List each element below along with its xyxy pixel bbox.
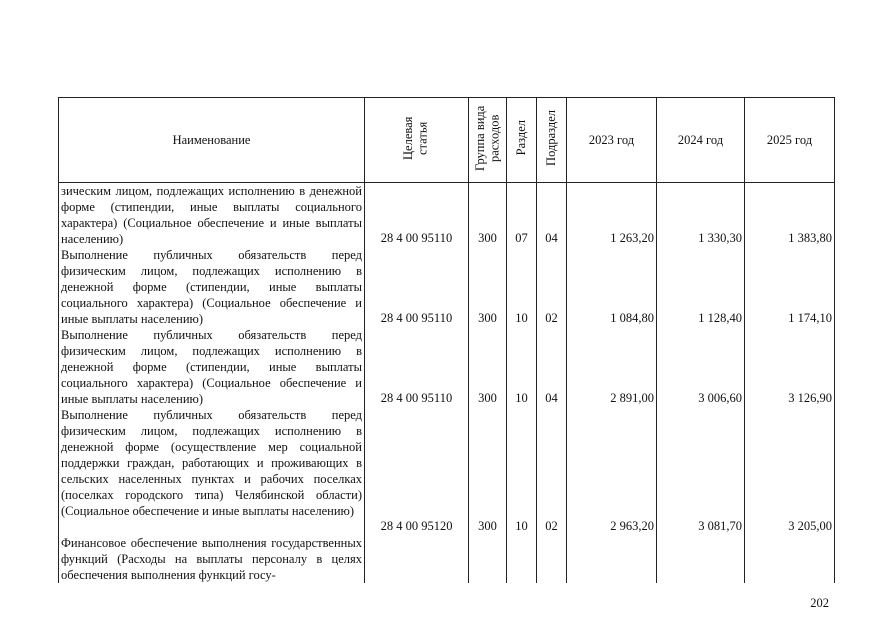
row-subsection: 02 [545,519,558,533]
row-section: 10 [515,519,528,533]
row-group: 300 [478,391,497,405]
row-2025: 1 174,10 [788,311,832,325]
row-2024: 1 128,40 [698,311,742,325]
table-row [59,247,835,327]
row-target: 28 4 00 95120 [380,519,453,533]
row-2025: 3 126,90 [788,391,832,405]
row-name: Выполнение публичных обязательств перед физическим лицом, подлежащих исполнению в денежной форме (стипендии, иные выплаты социального характера) (Социальное обеспечение и иные выплаты населению) [59,247,365,327]
header-2024: 2024 год [657,98,745,183]
header-section: Раздел [507,98,537,183]
row-2024: 3 081,70 [698,519,742,533]
row-2023: 1 263,20 [610,231,654,245]
row-2024: 1 330,30 [698,231,742,245]
budget-table [58,97,835,583]
row-group: 300 [478,231,497,245]
table-row [59,535,835,583]
row-2024: 3 006,60 [698,391,742,405]
row-target: 28 4 00 95110 [380,391,453,405]
header-group: Группа вида расходов [469,98,507,183]
row-name: Выполнение публичных обязательств перед физическим лицом, подлежащих исполнению в денежной форме (осуществление мер социальной поддержки граждан, работающих и проживающих в сельских населенных пунктах и рабочих поселках (поселках городского типа) Челябинской области) (Социальное обеспечение и иные выплаты населению) [59,407,365,535]
row-target: 28 4 00 95110 [380,311,453,325]
header-name: Наименование [59,98,365,183]
table-row [59,183,835,248]
row-group: 300 [478,311,497,325]
table-row [59,327,835,407]
header-subsection: Подраздел [537,98,567,183]
row-section: 07 [515,231,528,245]
row-2023: 2 891,00 [610,391,654,405]
row-name: Финансовое обеспечение выполнения государственных функций (Расходы на выплаты персоналу в целях обеспечения выполнения функций госу- [59,535,365,583]
row-2023: 2 963,20 [610,519,654,533]
row-subsection: 04 [545,231,558,245]
row-2025: 3 205,00 [788,519,832,533]
row-group: 300 [478,519,497,533]
row-name: зическим лицом, подлежащих исполнению в денежной форме (стипендии, иные выплаты социального характера) (Социальное обеспечение и иные выплаты населению) [59,183,365,248]
row-section: 10 [515,311,528,325]
header-target: Целевая статья [365,98,469,183]
page-number: 202 [810,596,829,610]
row-2023: 1 084,80 [610,311,654,325]
row-target: 28 4 00 95110 [380,231,453,245]
row-name: Выполнение публичных обязательств перед физическим лицом, подлежащих исполнению в денежной форме (стипендии, иные выплаты социального характера) (Социальное обеспечение и иные выплаты населению) [59,327,365,407]
row-subsection: 02 [545,311,558,325]
table-header-row [59,98,835,183]
row-2025: 1 383,80 [788,231,832,245]
header-2025: 2025 год [745,98,835,183]
row-subsection: 04 [545,391,558,405]
header-2023: 2023 год [567,98,657,183]
row-section: 10 [515,391,528,405]
table-row [59,407,835,535]
